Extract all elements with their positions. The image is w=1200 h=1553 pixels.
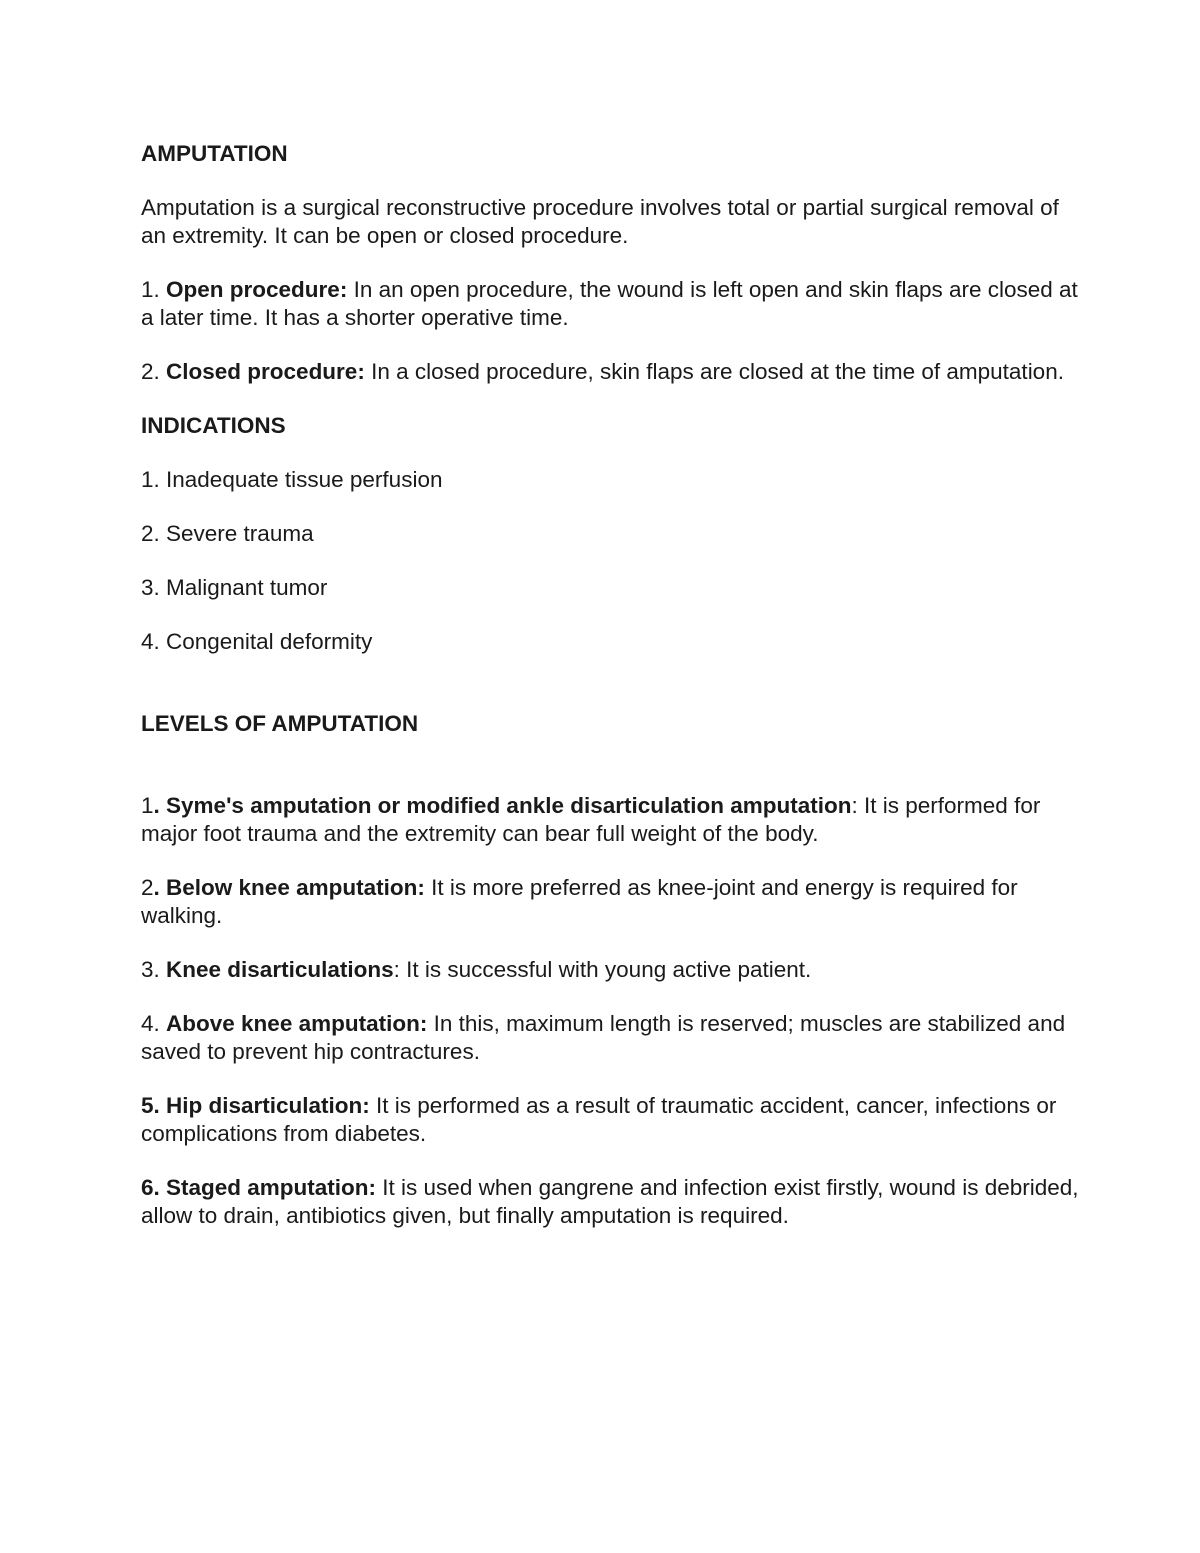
intro-paragraph: Amputation is a surgical reconstructive procedure involves total or partial surgical removal of an extremity. It can be open or closed procedure. (141, 195, 1059, 248)
item-label: Open procedure: (166, 277, 348, 302)
indication-item: 3. Malignant tumor (141, 575, 328, 600)
level-item-symes (141, 792, 1081, 848)
indication-item: 4. Congenital deformity (141, 629, 373, 654)
item-text: In an open procedure, the wound is left open and skin flaps are closed at a later time. It has a shorter operative time. (141, 277, 1078, 330)
item-text: In this, maximum length is reserved; muscles are stabilized and saved to prevent hip contractures. (141, 1011, 1066, 1064)
item-text: In a closed procedure, skin flaps are closed at the time of amputation. (364, 359, 1064, 384)
level-item-staged (141, 1174, 1081, 1230)
item-label-suffix: : (393, 957, 400, 982)
indication-item: 2. Severe trauma (141, 521, 314, 546)
level-item-knee-disarticulation (141, 956, 1081, 984)
item-text: It is more preferred as knee-joint and energy is required for walking. (141, 875, 1018, 928)
item-label-suffix: : (851, 793, 858, 818)
item-label: Syme's amputation or modified ankle disarticulation amputation (159, 793, 852, 818)
item-number: 2. (141, 359, 167, 384)
level-item-below-knee (141, 874, 1081, 930)
levels-heading: LEVELS OF AMPUTATION (141, 711, 419, 736)
item-text: It is successful with young active patient. (399, 957, 812, 982)
indications-heading: INDICATIONS (141, 413, 286, 438)
document-title: AMPUTATION (141, 141, 288, 166)
item-number: 1. (141, 277, 167, 302)
item-label: Hip disarticulation: (159, 1093, 370, 1118)
item-number: 4. (141, 1011, 167, 1036)
item-text: It is performed for major foot trauma and the extremity can bear full weight of the body. (141, 793, 1041, 846)
item-text: It is used when gangrene and infection exist firstly, wound is debrided, allow to drain, antibiotics given, but finally amputation is required. (141, 1175, 1079, 1228)
item-number: 1 (141, 793, 154, 818)
item-number: 2 (141, 875, 154, 900)
item-label: Knee disarticulations (166, 957, 394, 982)
item-number-bold: . (153, 875, 160, 900)
procedure-item-closed (141, 358, 1081, 386)
indication-item: 1. Inadequate tissue perfusion (141, 467, 443, 492)
item-text: It is performed as a result of traumatic accident, cancer, infections or complications from diabetes. (141, 1093, 1057, 1146)
item-label: Closed procedure: (166, 359, 365, 384)
document-page (141, 140, 1081, 1230)
item-number: 3. (141, 957, 167, 982)
procedure-item-open (141, 276, 1081, 332)
item-number-bold: . (153, 793, 160, 818)
level-item-hip-disarticulation (141, 1092, 1081, 1148)
item-label: Above knee amputation: (166, 1011, 428, 1036)
level-item-above-knee (141, 1010, 1081, 1066)
item-label: Below knee amputation: (159, 875, 425, 900)
item-label: Staged amputation: (159, 1175, 377, 1200)
item-number-bold: 5. (141, 1093, 160, 1118)
item-number-bold: 6. (141, 1175, 160, 1200)
